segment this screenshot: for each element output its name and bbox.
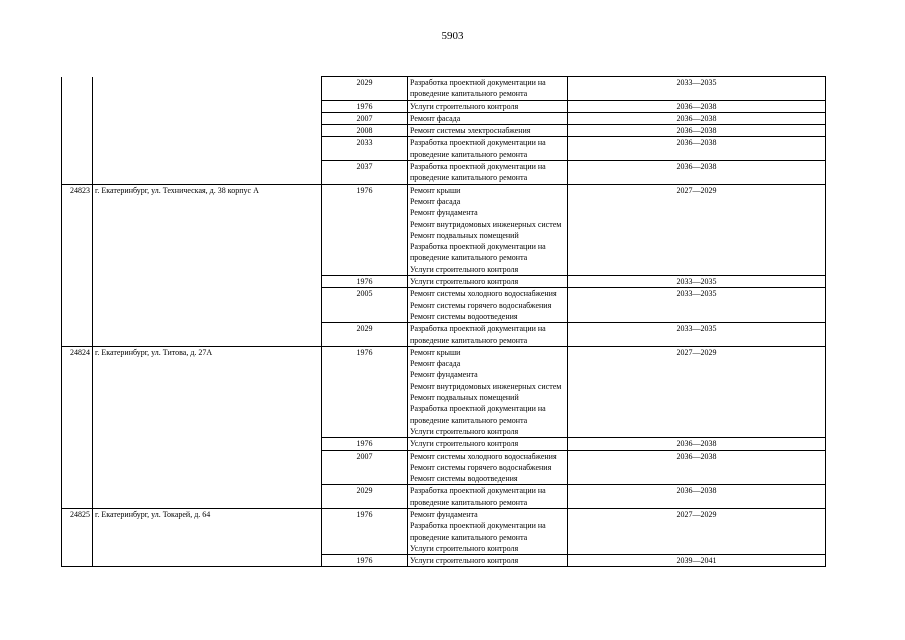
commissioning-year: 2029 [322,323,408,347]
repair-period: 2036—2038 [568,161,826,185]
commissioning-year: 2029 [322,77,408,101]
work-item: проведение капитального ремонта [410,173,528,183]
commissioning-year: 2007 [322,112,408,124]
commissioning-year: 1976 [322,100,408,112]
work-item: проведение капитального ремонта [410,89,528,99]
work-item: Разработка проектной документации на [410,324,546,334]
commissioning-year: 2037 [322,161,408,185]
work-types [408,508,568,554]
repair-period: 2036—2038 [568,137,826,161]
repair-period: 2036—2038 [568,450,826,485]
work-item: Услуги строительного контроля [410,101,519,111]
work-item: проведение капитального ремонта [410,335,528,345]
commissioning-year: 1976 [322,555,408,567]
work-item: Разработка проектной документации на [410,162,546,172]
work-item: Услуги строительного контроля [410,264,519,274]
work-item: Разработка проектной документации на [410,486,546,496]
building-address: г. Екатеринбург, ул. Техническая, д. 38 корпус А [93,184,322,346]
building-number [62,77,93,185]
building-address: г. Екатеринбург, ул. Токарей, д. 64 [93,508,322,566]
repair-period: 2036—2038 [568,125,826,137]
table-body [62,77,826,567]
building-address [93,77,322,185]
repair-period: 2039—2041 [568,555,826,567]
work-types [408,438,568,450]
work-types [408,485,568,509]
work-item: проведение капитального ремонта [410,253,528,263]
commissioning-year: 1976 [322,346,408,437]
repair-period: 2036—2038 [568,112,826,124]
building-number: 24825 [62,508,93,566]
repair-period: 2036—2038 [568,438,826,450]
repair-period: 2033—2035 [568,77,826,101]
commissioning-year: 1976 [322,508,408,554]
work-item: Разработка проектной документации на [410,138,546,148]
table-row [62,77,826,101]
work-item: Ремонт крыши [410,185,461,195]
capital-repair-table [61,76,826,567]
work-item: Услуги строительного контроля [410,543,519,553]
work-item: Ремонт системы водоотведения [410,474,518,484]
repair-period: 2036—2038 [568,485,826,509]
work-item: Ремонт крыши [410,347,461,357]
repair-period: 2027—2029 [568,184,826,275]
work-item: Ремонт системы электроснабжения [410,126,531,136]
work-types [408,450,568,485]
work-item: Ремонт системы водоотведения [410,311,518,321]
table-row [62,346,826,437]
work-item: Ремонт подвальных помещений [410,230,519,240]
work-item: Ремонт фасада [410,196,461,206]
commissioning-year: 2033 [322,137,408,161]
work-item: Услуги строительного контроля [410,556,519,566]
work-item: Разработка проектной документации на [410,242,546,252]
commissioning-year: 2007 [322,450,408,485]
work-types [408,184,568,275]
repair-period: 2033—2035 [568,288,826,323]
work-item: проведение капитального ремонта [410,497,528,507]
work-item: Ремонт системы горячего водоснабжения [410,462,552,472]
work-item: Ремонт системы холодного водоснабжения [410,289,557,299]
work-item: Услуги строительного контроля [410,439,519,449]
work-types [408,323,568,347]
commissioning-year: 1976 [322,276,408,288]
work-types [408,137,568,161]
page-number: 5903 [441,30,464,42]
table-row [62,508,826,554]
work-item: Ремонт системы холодного водоснабжения [410,451,557,461]
work-item: Услуги строительного контроля [410,426,519,436]
building-address: г. Екатеринбург, ул. Титова, д. 27А [93,346,322,508]
work-types [408,77,568,101]
work-item: проведение капитального ремонта [410,532,528,542]
commissioning-year: 1976 [322,438,408,450]
work-item: Ремонт фасада [410,113,461,123]
work-types [408,100,568,112]
work-item: Ремонт внутридомовых инженерных систем [410,219,562,229]
work-item: Услуги строительного контроля [410,277,519,287]
work-item: проведение капитального ремонта [410,149,528,159]
work-item: Ремонт системы горячего водоснабжения [410,300,552,310]
table-row [62,184,826,275]
work-types [408,555,568,567]
work-types [408,112,568,124]
work-item: Ремонт внутридомовых инженерных систем [410,381,562,391]
work-types [408,276,568,288]
work-types [408,125,568,137]
commissioning-year: 2008 [322,125,408,137]
work-types [408,288,568,323]
repair-period: 2027—2029 [568,346,826,437]
building-number: 24823 [62,184,93,346]
commissioning-year: 1976 [322,184,408,275]
work-item: Ремонт фундамента [410,370,478,380]
work-item: Ремонт подвальных помещений [410,393,519,403]
work-item: проведение капитального ремонта [410,415,528,425]
repair-period: 2033—2035 [568,323,826,347]
work-item: Разработка проектной документации на [410,78,546,87]
work-item: Ремонт фундамента [410,509,478,519]
repair-period: 2027—2029 [568,508,826,554]
work-item: Ремонт фундамента [410,208,478,218]
work-item: Ремонт фасада [410,359,461,369]
commissioning-year: 2029 [322,485,408,509]
work-types [408,161,568,185]
commissioning-year: 2005 [322,288,408,323]
work-item: Разработка проектной документации на [410,404,546,414]
building-number: 24824 [62,346,93,508]
repair-period: 2033—2035 [568,276,826,288]
work-item: Разработка проектной документации на [410,521,546,531]
work-types [408,346,568,437]
repair-period: 2036—2038 [568,100,826,112]
